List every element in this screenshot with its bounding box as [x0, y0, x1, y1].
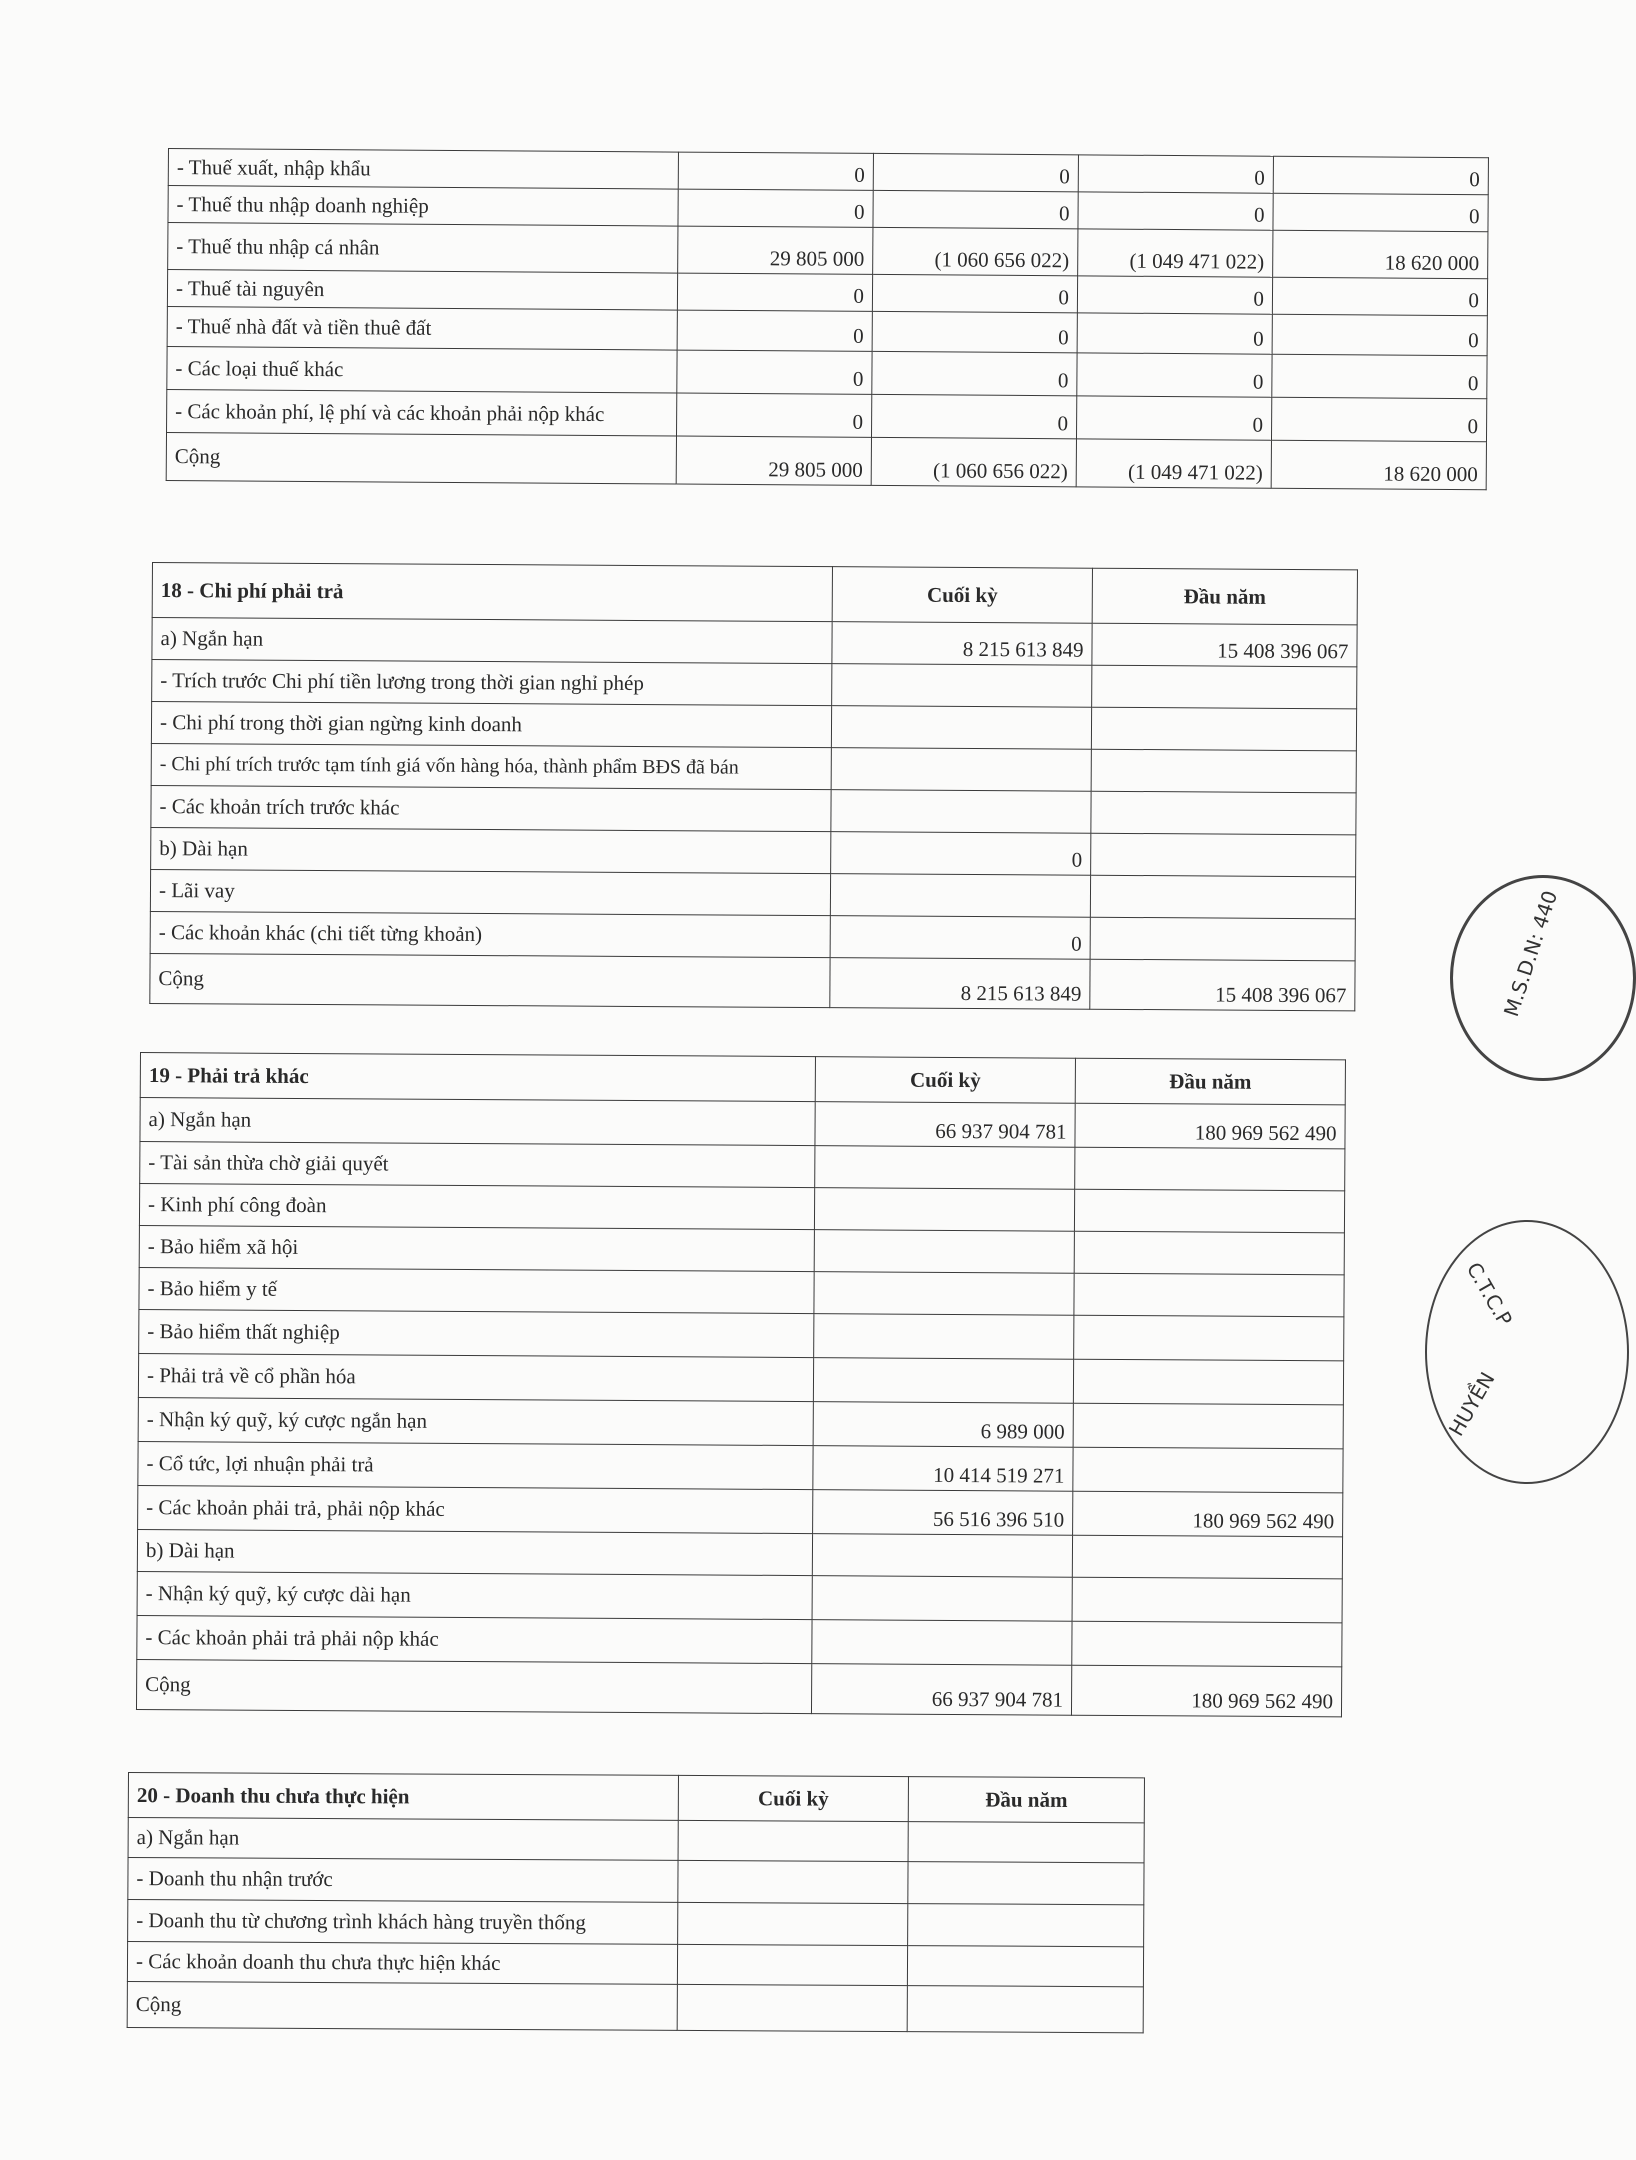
- cell-value: [908, 1904, 1144, 1947]
- cell-value: [832, 664, 1092, 708]
- table-row: [152, 618, 1357, 667]
- row-label: - Các khoản trích trước khác: [151, 785, 831, 831]
- cell-value: [813, 1358, 1073, 1404]
- table-row-total: [150, 953, 1355, 1010]
- cell-value: 56 516 396 510: [813, 1490, 1073, 1536]
- cell-value: 180 969 562 490: [1073, 1491, 1343, 1537]
- row-label: - Doanh thu từ chương trình khách hàng truyền thống: [128, 1900, 678, 1945]
- cell-value: [1091, 791, 1356, 835]
- cell-value: [908, 1822, 1144, 1863]
- cell-value: [1090, 917, 1355, 961]
- table-row: [128, 1858, 1144, 1905]
- table-header-row: [128, 1773, 1144, 1823]
- row-label: - Bảo hiểm thất nghiệp: [139, 1309, 814, 1357]
- row-label: - Phải trả về cổ phần hóa: [138, 1353, 813, 1401]
- cell-value: 180 969 562 490: [1071, 1665, 1341, 1717]
- row-label: Cộng: [166, 432, 676, 484]
- row-label: b) Dài hạn: [137, 1529, 812, 1575]
- cell-value: [1074, 1315, 1344, 1361]
- cell-value: [1073, 1359, 1343, 1405]
- cell-value: 0: [1078, 155, 1273, 193]
- cell-value: 18 620 000: [1273, 230, 1488, 278]
- cell-value: 0: [1272, 277, 1487, 316]
- cell-value: 66 937 904 781: [815, 1102, 1075, 1148]
- table-row-total: [127, 1981, 1143, 2032]
- section-title: 19 - Phải trả khác: [140, 1053, 815, 1102]
- cell-value: [1092, 665, 1357, 709]
- cell-value: 8 215 613 849: [832, 622, 1092, 666]
- section-title: 20 - Doanh thu chưa thực hiện: [128, 1773, 678, 1821]
- table-row: [137, 1529, 1342, 1578]
- table-row: [152, 660, 1357, 709]
- cell-value: [1075, 1147, 1345, 1191]
- cell-value: 0: [677, 350, 872, 394]
- cell-value: 29 805 000: [676, 436, 871, 485]
- cell-value: 0: [1272, 314, 1487, 356]
- column-header-start-year: Đầu năm: [908, 1777, 1144, 1823]
- row-label: - Nhận ký quỹ, ký cược dài hạn: [137, 1571, 812, 1619]
- table-row: [150, 911, 1355, 960]
- row-label: a) Ngắn hạn: [152, 618, 832, 664]
- cell-value: 0: [678, 152, 873, 190]
- row-label: - Lãi vay: [150, 869, 830, 915]
- table-row: [151, 827, 1356, 876]
- cell-value: [1091, 707, 1356, 751]
- table-row-total: [166, 432, 1486, 489]
- cell-value: [831, 748, 1091, 792]
- stamp-text: C.T.C.P: [1461, 1258, 1518, 1330]
- cell-value: 0: [678, 189, 873, 227]
- table-row: [128, 1900, 1144, 1947]
- cell-value: 6 989 000: [813, 1402, 1073, 1448]
- cell-value: 10 414 519 271: [813, 1446, 1073, 1492]
- cell-value: [1072, 1577, 1342, 1623]
- row-label: - Trích trước Chi phí tiền lương trong thời gian nghỉ phép: [152, 660, 832, 706]
- cell-value: [678, 1902, 908, 1945]
- table-row: [128, 1818, 1144, 1863]
- row-label: - Nhận ký quỹ, ký cược ngắn hạn: [138, 1397, 813, 1445]
- table-row: [140, 1098, 1345, 1149]
- table-row: [137, 1615, 1342, 1666]
- table-row: [151, 785, 1356, 834]
- row-label: - Các khoản khác (chi tiết từng khoản): [150, 911, 830, 957]
- table-row: [138, 1397, 1343, 1448]
- column-header-end-period: Cuối kỳ: [678, 1775, 908, 1821]
- cell-value: [1091, 833, 1356, 877]
- cell-value: (1 049 471 022): [1078, 229, 1273, 277]
- cell-value: [1090, 875, 1355, 919]
- row-label: Cộng: [136, 1659, 811, 1713]
- row-label: - Thuế nhà đất và tiền thuê đất: [167, 306, 677, 350]
- row-label: - Thuế tài nguyên: [167, 270, 677, 311]
- column-header-start-year: Đầu năm: [1092, 568, 1357, 625]
- table-row: [151, 702, 1356, 751]
- unearned-revenue-table: [127, 1772, 1145, 2033]
- row-label: - Thuế xuất, nhập khẩu: [168, 149, 678, 190]
- cell-value: 180 969 562 490: [1075, 1103, 1345, 1149]
- table-header-row: [140, 1053, 1345, 1105]
- cell-value: [1073, 1403, 1343, 1449]
- row-label: - Thuế thu nhập cá nhân: [168, 223, 678, 274]
- cell-value: [907, 1986, 1143, 2033]
- cell-value: [1074, 1189, 1344, 1233]
- cell-value: [814, 1230, 1074, 1274]
- cell-value: [1091, 749, 1356, 793]
- cell-value: (1 049 471 022): [1076, 439, 1271, 488]
- cell-value: (1 060 656 022): [873, 227, 1078, 275]
- row-label: - Bảo hiểm y tế: [139, 1267, 814, 1313]
- row-label: - Cổ tức, lợi nhuận phải trả: [138, 1441, 813, 1489]
- cell-value: [908, 1862, 1144, 1905]
- cell-value: 0: [1077, 353, 1272, 397]
- cell-value: 0: [1273, 156, 1488, 195]
- cell-value: [831, 790, 1091, 834]
- table-row: [127, 1942, 1143, 1987]
- cell-value: [815, 1146, 1075, 1190]
- row-label: a) Ngắn hạn: [128, 1818, 678, 1861]
- cell-value: 0: [1272, 354, 1487, 398]
- tax-rows: [166, 149, 1488, 490]
- company-seal-stamp-partial: [1425, 1220, 1629, 1484]
- row-label: Cộng: [150, 953, 830, 1007]
- column-header-start-year: Đầu năm: [1075, 1058, 1345, 1105]
- cell-value: 0: [872, 274, 1077, 312]
- cell-value: [1072, 1535, 1342, 1579]
- table-header-row: [152, 563, 1357, 625]
- cell-value: [814, 1272, 1074, 1316]
- table-row: [139, 1225, 1344, 1274]
- cell-value: [678, 1820, 908, 1861]
- cell-value: 0: [873, 190, 1078, 228]
- table-row: [150, 869, 1355, 918]
- row-label: - Các loại thuế khác: [167, 346, 677, 393]
- cell-value: [907, 1946, 1143, 1987]
- cell-value: 0: [1271, 397, 1486, 441]
- row-label: - Thuế thu nhập doanh nghiệp: [168, 186, 678, 227]
- section-title: 18 - Chi phí phải trả: [152, 563, 832, 622]
- stamp-text: HUYỀN: [1443, 1367, 1500, 1441]
- table-row-total: [136, 1659, 1341, 1716]
- table-row: [137, 1571, 1342, 1622]
- cell-value: [677, 1944, 907, 1985]
- tax-payable-table: [166, 148, 1489, 490]
- cell-value: 0: [677, 310, 872, 351]
- accrued-expenses-table: [149, 562, 1358, 1011]
- table-row: [140, 1142, 1345, 1191]
- cell-value: 0: [872, 351, 1077, 395]
- cell-value: 0: [1078, 192, 1273, 230]
- cell-value: 0: [1077, 313, 1272, 354]
- row-label: - Chi phí trong thời gian ngừng kinh doanh: [151, 702, 831, 748]
- cell-value: 0: [677, 393, 872, 437]
- cell-value: 0: [1273, 193, 1488, 232]
- cell-value: 15 408 396 067: [1092, 623, 1357, 667]
- cell-value: 0: [1076, 396, 1271, 440]
- cell-value: [812, 1576, 1072, 1622]
- cell-value: 0: [830, 916, 1090, 960]
- cell-value: [1072, 1621, 1342, 1667]
- row-label: - Các khoản doanh thu chưa thực hiện khác: [127, 1942, 677, 1985]
- column-header-end-period: Cuối kỳ: [832, 567, 1092, 624]
- cell-value: 0: [831, 832, 1091, 876]
- cell-value: [812, 1534, 1072, 1578]
- table-row: [139, 1267, 1344, 1316]
- other-payables-table: [136, 1052, 1346, 1717]
- cell-value: 18 620 000: [1271, 440, 1486, 489]
- cell-value: (1 060 656 022): [871, 437, 1076, 486]
- table-row: [138, 1353, 1343, 1404]
- cell-value: [830, 874, 1090, 918]
- row-label: - Bảo hiểm xã hội: [139, 1225, 814, 1271]
- cell-value: [678, 1860, 908, 1903]
- table-row: [139, 1184, 1344, 1233]
- company-seal-stamp: [1450, 875, 1636, 1081]
- cell-value: 29 805 000: [678, 226, 873, 274]
- table-row: [138, 1485, 1343, 1536]
- row-label: - Các khoản phí, lệ phí và các khoản phải nộp khác: [167, 389, 677, 436]
- row-label: a) Ngắn hạn: [140, 1098, 815, 1146]
- cell-value: [1074, 1273, 1344, 1317]
- cell-value: [831, 706, 1091, 750]
- row-label: - Các khoản phải trả, phải nộp khác: [138, 1485, 813, 1533]
- cell-value: 8 215 613 849: [830, 958, 1090, 1010]
- row-label: - Doanh thu nhận trước: [128, 1858, 678, 1903]
- row-label: Cộng: [127, 1981, 677, 2030]
- cell-value: [814, 1188, 1074, 1232]
- cell-value: [814, 1314, 1074, 1360]
- cell-value: 0: [871, 394, 1076, 438]
- cell-value: 0: [677, 273, 872, 311]
- table-row: [138, 1441, 1343, 1492]
- cell-value: 15 408 396 067: [1090, 959, 1355, 1011]
- row-label: - Chi phí trích trước tạm tính giá vốn hàng hóa, thành phẩm BĐS đã bán: [151, 743, 831, 789]
- stamp-text: M.S.D.N: 440: [1498, 887, 1563, 1020]
- row-label: - Tài sản thừa chờ giải quyết: [140, 1142, 815, 1188]
- row-label: b) Dài hạn: [151, 827, 831, 873]
- cell-value: [677, 1984, 907, 2031]
- table-row: [151, 743, 1356, 792]
- cell-value: [1074, 1231, 1344, 1275]
- cell-value: 0: [872, 311, 1077, 352]
- column-header-end-period: Cuối kỳ: [815, 1057, 1075, 1104]
- cell-value: 0: [873, 153, 1078, 191]
- table-row: [139, 1309, 1344, 1360]
- cell-value: [1073, 1447, 1343, 1493]
- row-label: - Các khoản phải trả phải nộp khác: [137, 1615, 812, 1663]
- cell-value: 66 937 904 781: [811, 1664, 1071, 1716]
- cell-value: 0: [1077, 276, 1272, 314]
- row-label: - Kinh phí công đoàn: [139, 1184, 814, 1230]
- cell-value: [812, 1620, 1072, 1666]
